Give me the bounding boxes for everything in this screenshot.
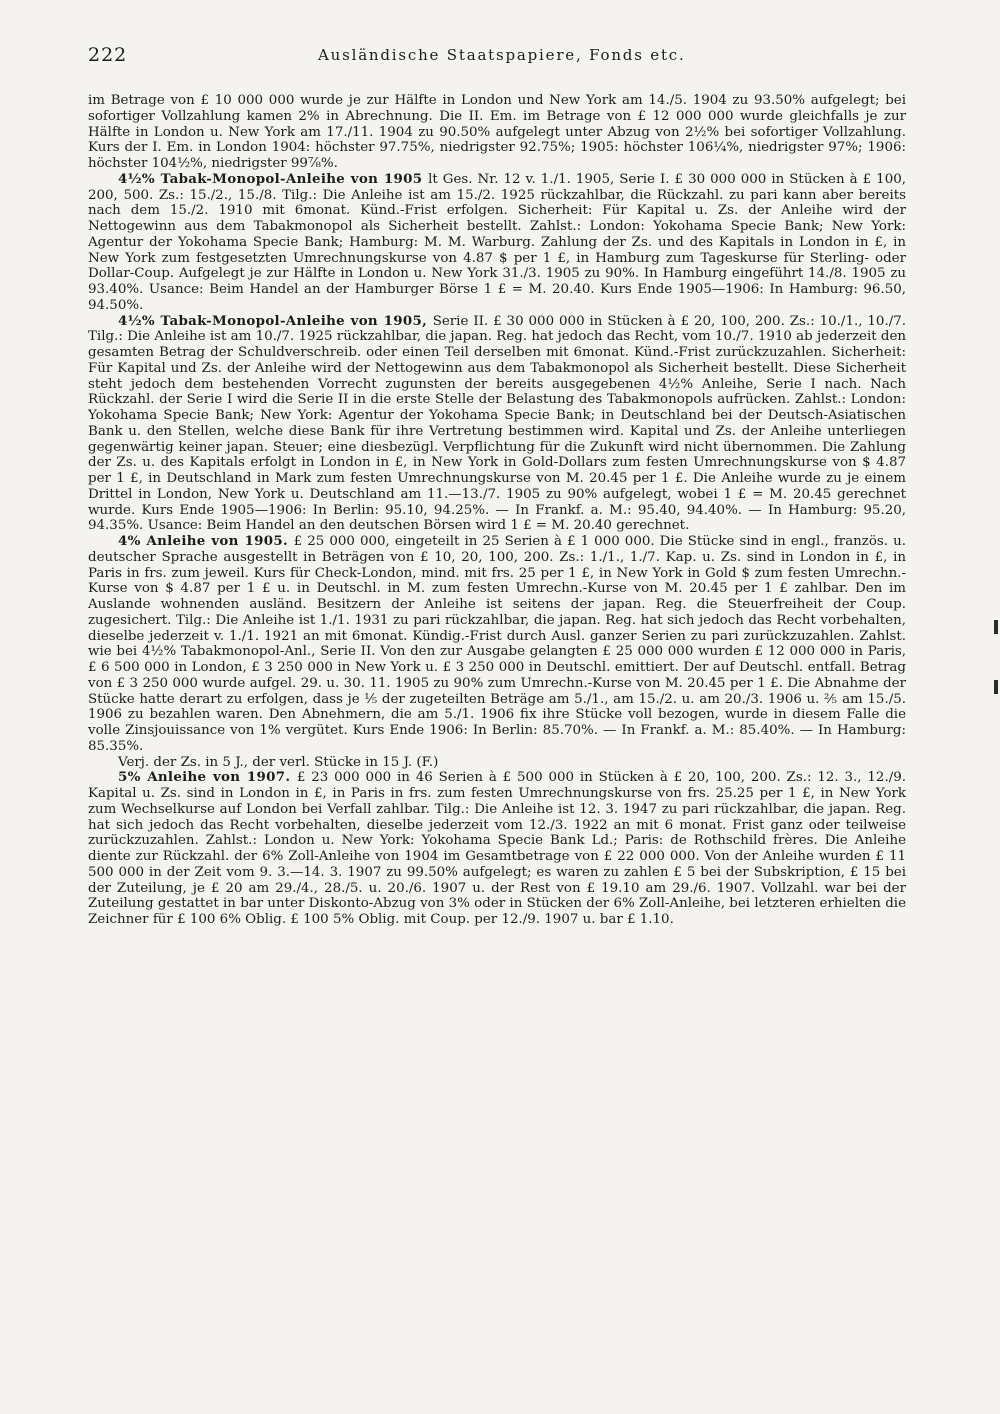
edge-mark	[994, 620, 998, 634]
paragraph-continuation	[88, 93, 906, 172]
body-text	[88, 93, 906, 928]
entry-anleihe-1905	[88, 534, 906, 755]
edge-mark	[994, 680, 998, 694]
entry-anleihe-1907	[88, 770, 906, 928]
note-text: Verj. der Zs. in 5 J., der verl. Stücke in 15 J. (F.)	[118, 754, 439, 770]
running-title: Ausländische Staatspapiere, Fonds etc.	[318, 46, 686, 64]
entry-tabak-monopol-serie-1	[88, 172, 906, 314]
entry-heading: 4% Anleihe von 1905.	[118, 533, 294, 549]
entry-text: £ 23 000 000 in 46 Serien à £ 500 000 in Stücken à £ 20, 100, 200. Zs.: 12. 3., 12./9. Kapital u. Zs. sind in London in £, in Paris in frs. zum festen Umrechnungskurse von frs. 25.25 per 1 £, in New York zum Wechselkurse auf London bei Verfall zahlbar. Tilg.: Die Anleihe ist 12. 3. 1947 zu pari rückzahlbar, die japan. Reg. hat sich jedoch das Recht vorbehalten, dieselbe jederzeit vom 12./3. 1922 an mit 6 monat. Frist ganz oder teilweise zurückzuzahlen. Zahlst.: London u. New York: Yokohama Specie Bank Ld.; Paris: de Rothschild frères. Die Anleihe diente zur Rückzahl. der 6% Zoll-Anleihe von 1904 im Gesamtbetrage von £ 22 000 000. Von der Anleihe wurden £ 11 500 000 in der Zeit vom 9. 3.—14. 3. 1907 zu 99.50% aufgelegt; es waren zu zahlen £ 5 bei der Subskription, £ 15 bei der Zuteilung, je £ 20 am 29./4., 28./5. u. 20./6. 1907 u. der Rest von £ 19.10 am 29./6. 1907. Vollzahl. war bei der Zuteilung gestattet in bar unter Diskonto-Abzug von 3% oder in Stücken der 6% Zoll-Anleihe, bei letzteren erhielten die Zeichner für £ 100 6% Oblig. £ 100 5% Oblig. mit Coup. per 12./9. 1907 u. bar £ 1.10.	[88, 770, 906, 927]
entry-heading: 4½% Tabak-Monopol-Anleihe von 1905,	[118, 312, 433, 329]
entry-text: Serie II. £ 30 000 000 in Stücken à £ 20, 100, 200. Zs.: 10./1., 10./7. Tilg.: Die Anleihe ist am 10./7. 1925 rückzahlbar, die japan. Reg. hat jedoch das Recht, vom 10./7. 1910 ab jederzeit den gesamten Betrag der Schuldverschreib. oder einen Teil derselben mit 6monat. Künd.-Frist zurückzuzahlen. Sicherheit: Für Kapital und Zs. der Anleihe wird der Nettogewinn aus dem Tabakmonopol als Sicherheit bestellt. Diese Sicherheit steht jedoch dem bestehenden Vorrecht zugunsten der bereits ausgegebenen 4½% Anleihe, Serie I nach. Nach Rückzahl. der Serie I wird die Serie II in die erste Stelle der Belastung des Tabakmonopols aufrücken. Zahlst.: London: Yokohama Specie Bank; New York: Agentur der Yokohama Specie Bank; in Deutschland bei der Deutsch-Asiatischen Bank u. den Stellen, welche diese Bank für ihre Vertretung bestimmen wird. Kapital und Zs. der Anleihe unterliegen gegenwärtig keiner japan. Steuer; eine diesbezügl. Verpflichtung für die Zukunft wird nicht übernommen. Die Zahlung der Zs. u. des Kapitals erfolgt in London in £, in New York in Gold-Dollars zum festen Umrechnungskurse von $ 4.87 per 1 £, in Deutschland in Mark zum festen Umrechnungskurse von M. 20.45 per 1 £. Die Anleihe wurde zu je einem Drittel in London, New York u. Deutschland am 11.—13./7. 1905 zu 90% aufgelegt, wobei 1 £ = M. 20.45 gerechnet wurde. Kurs Ende 1905—1906: In Berlin: 95.10, 94.25%. — In Frankf. a. M.: 95.40, 94.40%. — In Hamburg: 95.20, 94.35%. Usance: Beim Handel an den deutschen Börsen wird 1 £ = M. 20.40 gerechnet.	[88, 313, 906, 534]
entry-tabak-monopol-serie-2	[88, 314, 906, 535]
entry-text: lt Ges. Nr. 12 v. 1./1. 1905, Serie I. £ 30 000 000 in Stücken à £ 100, 200, 500. Zs.: 15./2., 15./8. Tilg.: Die Anleihe ist am 15./2. 1925 rückzahlbar, die Rückzahl. zu pari kann aber bereits nach dem 15./2. 1910 mit 6monat. Künd.-Frist erfolgen. Sicherheit: Für Kapital u. Zs. der Anleihe wird der Nettogewinn aus dem Tabakmonopol als Sicherheit bestellt. Zahlst.: London: Yokohama Specie Bank; New York: Agentur der Yokohama Specie Bank; Hamburg: M. M. Warburg. Zahlung der Zs. und des Kapitals in London in £, in New York zum festgesetzten Umrechnungskurse von 4.87 $ per 1 £, in Hamburg zum Tageskurse für Sterling- oder Dollar-Coup. Aufgelegt je zur Hälfte in London u. New York 31./3. 1905 zu 90%. In Hamburg eingeführt 14./8. 1905 zu 93.40%. Usance: Beim Handel an der Hamburger Börse 1 £ = M. 20.40. Kurs Ende 1905—1906: In Hamburg: 96.50, 94.50%.	[88, 171, 906, 313]
entry-text: £ 25 000 000, eingeteilt in 25 Serien à £ 1 000 000. Die Stücke sind in engl., französ. u. deutscher Sprache ausgestellt in Beträgen von £ 10, 20, 100, 200. Zs.: 1./1., 1./7. Kap. u. Zs. sind in London in £, in Paris in frs. zum jeweil. Kurs für Check-London, mind. mit frs. 25 per 1 £, in New York in Gold $ zum festen Umrechn.-Kurse von $ 4.87 per 1 £ u. in Deutschl. in M. zum festen Umrechn.-Kurse von M. 20.45 per 1 £ zahlbar. Den im Auslande wohnenden ausländ. Besitzern der Anleihe ist seitens der japan. Reg. die Steuerfreiheit der Coup. zugesichert. Tilg.: Die Anleihe ist 1./1. 1931 zu pari rückzahlbar, die japan. Reg. hat sich jedoch das Recht vorbehalten, dieselbe jederzeit v. 1./1. 1921 an mit 6monat. Kündig.-Frist durch Ausl. ganzer Serien zu pari zurückzuzahlen. Zahlst. wie bei 4½% Tabakmonopol-Anl., Serie II. Von den zur Ausgabe gelangten £ 25 000 000 wurden £ 12 000 000 in Paris, £ 6 500 000 in London, £ 3 250 000 in New York u. £ 3 250 000 in Deutschl. emittiert. Der auf Deutschl. entfall. Betrag von £ 3 250 000 wurde aufgel. 29. u. 30. 11. 1905 zu 90% zum Umrechn.-Kurse von M. 20.45 per 1 £. Die Abnahme der Stücke hatte derart zu erfolgen, dass je ⅕ der zugeteilten Beträge am 5./1., am 15./2. u. am 20./3. 1906 u. ⅖ am 15./5. 1906 zu bezahlen waren. Den Abnehmern, die am 5./1. 1906 fix ihre Stücke voll bezogen, wurde in diesem Falle die volle Zinsjouissance von 1% vergütet. Kurs Ende 1906: In Berlin: 85.70%. — In Frankf. a. M.: 85.40%. — In Hamburg: 85.35%.	[88, 534, 906, 754]
page-edge-marks	[994, 620, 1000, 740]
entry-heading: 5% Anleihe von 1907.	[118, 769, 297, 786]
verjaehrung-note	[88, 755, 906, 771]
page-number: 222	[88, 44, 128, 66]
paragraph-text: im Betrage von £ 10 000 000 wurde je zur Hälfte in London und New York am 14./5. 1904 zu 93.50% aufgelegt; bei sofortiger Vollzahlung kamen 2% in Abrechnung. Die II. Em. im Betrage von £ 12 000 000 wurde gleichfalls je zur Hälfte in London u. New York am 17./11. 1904 zu 90.50% aufgelegt unter Abzug von 2½% bei sofortiger Vollzahlung. Kurs der I. Em. in London 1904: höchster 97.75%, niedrigster 92.75%; 1905: höchster 106¼%, niedrigster 97%; 1906: höchster 104½%, niedrigster 99⅞%.	[88, 93, 906, 171]
page-header	[88, 44, 868, 68]
entry-heading: 4½% Tabak-Monopol-Anleihe von 1905	[118, 170, 429, 187]
